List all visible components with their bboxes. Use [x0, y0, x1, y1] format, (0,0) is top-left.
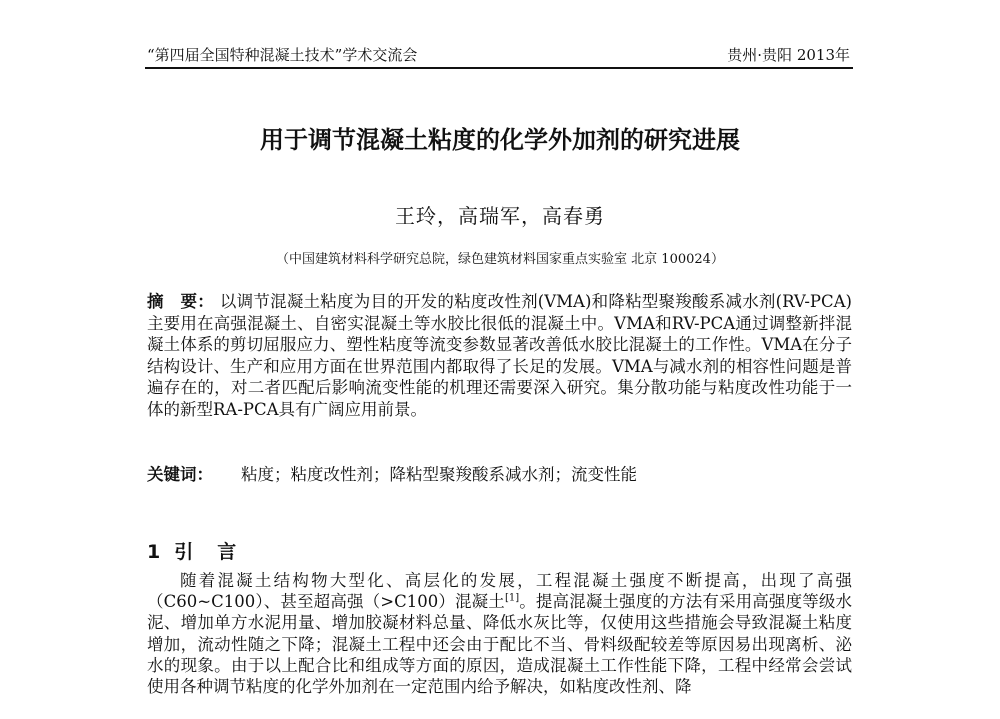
keywords	[147, 461, 637, 485]
header-divider	[145, 67, 853, 69]
section-number: 1	[147, 541, 161, 563]
abstract	[147, 291, 852, 420]
section-heading	[147, 537, 260, 564]
keywords-label: 关键词：	[147, 465, 213, 484]
running-header-conference: “第四届全国特种混凝土技术”学术交流会	[147, 46, 418, 64]
running-header-location-year: 贵州·贵阳 2013年	[727, 46, 850, 64]
paper-title: 用于调节混凝土粘度的化学外加剂的研究进展	[260, 126, 740, 154]
abstract-label: 摘 要：	[147, 292, 214, 311]
citation-ref: [1]	[504, 592, 520, 604]
keywords-text: 粘度；粘度改性剂；降粘型聚羧酸系减水剂；流变性能	[241, 465, 637, 484]
paper-affiliation: （中国建筑材料科学研究总院，绿色建筑材料国家重点实验室 北京 100024）	[276, 252, 724, 267]
intro-text-part2: 。提高混凝土强度的方法有采用高强度等级水泥、增加单方水泥用量、增加胶凝材料总量、降低水灰比等，仅使用这些措施会导致混凝土粘度增加，流动性随之下降；混凝土工程中还会由于配比不当、骨料级配较差等原因易出现离析、泌水的现象。由于以上配合比和组成等方面的原因，造成混凝土工作性能下降，工程中经常会尝试使用各种调节粘度的化学外加剂在一定范围内给予解决，如粘度改性剂、降	[147, 592, 853, 697]
intro-paragraph	[147, 570, 852, 697]
paper-authors: 王玲，高瑞军，高春勇	[395, 204, 605, 228]
intro-text-part1: 随着混凝土结构物大型化、高层化的发展，工程混凝土强度不断提高，出现了高强（C60~C100）、甚至超高强（>C100）混凝土	[147, 571, 852, 612]
abstract-text: 以调节混凝土粘度为目的开发的粘度改性剂(VMA)和降粘型聚羧酸系减水剂(RV-PCA)主要用在高强混凝土、自密实混凝土等水胶比很低的混凝土中。VMA和RV-PCA通过调整新拌混凝土体系的剪切屈服应力、塑性粘度等流变参数显著改善低水胶比混凝土的工作性。VMA在分子结构设计、生产和应用方面在世界范围内都取得了长足的发展。VMA与减水剂的相容性问题是普遍存在的，对二者匹配后影响流变性能的机理还需要深入研究。集分散功能与粘度改性功能于一体的新型RA-PCA具有广阔应用前景。	[147, 292, 852, 419]
section-title: 引言	[174, 541, 261, 563]
